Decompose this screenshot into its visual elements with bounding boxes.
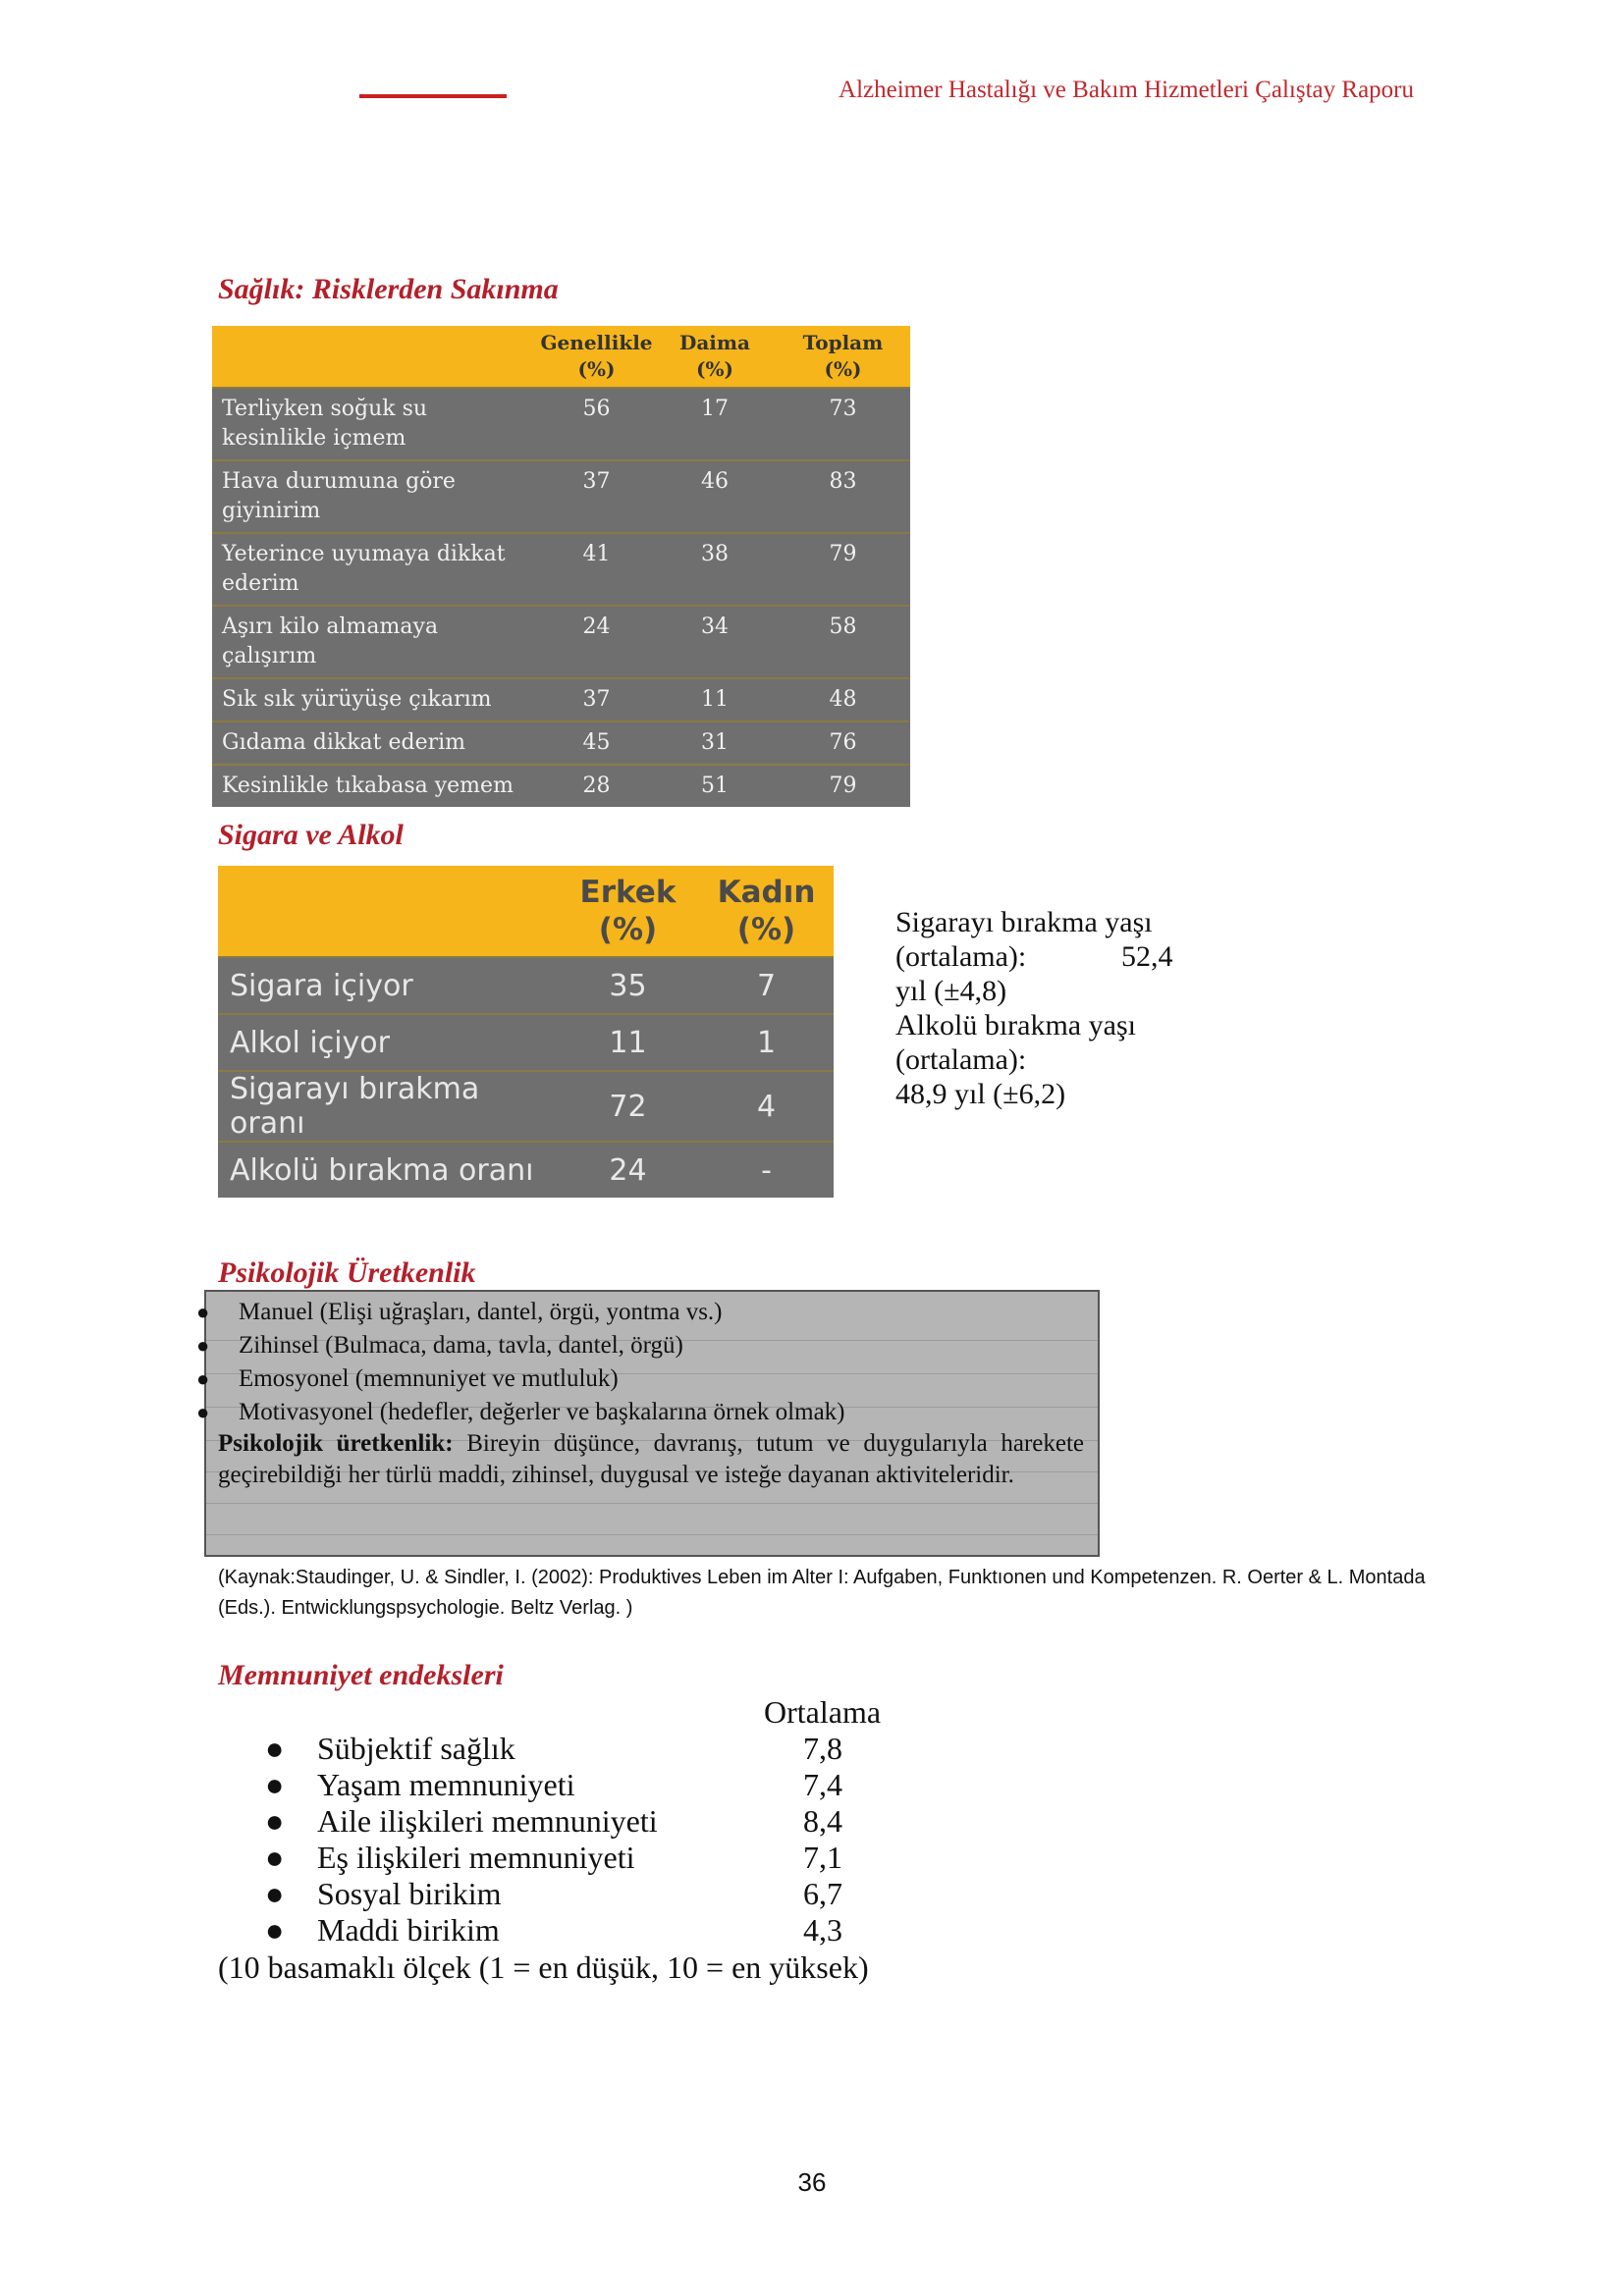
table-corner [218, 866, 557, 957]
cell-value: 41 [539, 533, 654, 606]
bullet-icon: ● [196, 1333, 210, 1358]
note-line: (ortalama): [895, 1043, 1027, 1076]
cell-value: 76 [776, 721, 910, 765]
item-value: 7,8 [803, 1731, 842, 1766]
note-line: yıl (±4,8) [895, 975, 1007, 1007]
quit-age-note [895, 905, 1190, 1111]
cell-value: 24 [539, 606, 654, 678]
cell-value: 24 [557, 1142, 699, 1198]
cell-value: 37 [539, 678, 654, 721]
bullet-icon: ● [196, 1366, 210, 1391]
table-row [218, 1071, 834, 1142]
col-header-toplam: Toplam (%) [776, 326, 910, 388]
definition-text: Bireyin düşünce, davranış, tutum ve duygularıyla harekete geçirebildiği her türlü maddi, zihinsel, duygusal ve isteğe dayanan aktiviteleridir. [218, 1430, 1085, 1488]
row-label: Kesinlikle tıkabasa yemem [212, 765, 539, 807]
header-rule [359, 94, 507, 98]
cell-value: 73 [776, 388, 910, 460]
list-item: Emosyonel (memnuniyet ve mutluluk) [239, 1365, 619, 1392]
running-header: Alzheimer Hastalığı ve Bakım Hizmetleri Çalıştay Raporu [839, 77, 1414, 103]
item-value: 8,4 [803, 1803, 842, 1839]
source-citation: (Kaynak:Staudinger, U. & Sindler, I. (2002): Produktives Leben im Alter I: Aufgaben, Funktıonen und Kompetenzen. R. Oerter & L. Montada (Eds.). Entwicklungspsychologie. Beltz Verlag. ) [218, 1567, 1426, 1619]
list-item [265, 1767, 952, 1803]
table-row [212, 533, 910, 606]
item-value: 7,4 [803, 1767, 842, 1802]
item-value: 4,3 [803, 1912, 842, 1948]
note-line: Alkolü bırakma yaşı [895, 1009, 1136, 1041]
bullet-icon: ● [265, 1912, 285, 1948]
row-label: Sık sık yürüyüşe çıkarım [212, 678, 539, 721]
health-risk-table [212, 326, 910, 807]
scale-note: (10 basamaklı ölçek (1 = en düşük, 10 = en yüksek) [218, 1949, 869, 1985]
list-item [265, 1803, 952, 1840]
row-label: Yeterince uyumaya dikkat ederim [212, 533, 539, 606]
cell-value: 79 [776, 765, 910, 807]
cell-value: 58 [776, 606, 910, 678]
item-label: Maddi birikim [317, 1912, 500, 1948]
cell-value: 83 [776, 460, 910, 533]
note-line: Sigarayı bırakma yaşı [895, 906, 1153, 938]
cell-value: 38 [654, 533, 776, 606]
item-label: Yaşam memnuniyeti [317, 1767, 575, 1802]
item-label: Eş ilişkileri memnuniyeti [317, 1840, 635, 1875]
section-title-productivity: Psikolojik Üretkenlik [218, 1256, 476, 1289]
cell-value: 72 [557, 1071, 699, 1142]
definition-term: Psikolojik üretkenlik: [218, 1430, 454, 1457]
table-row [212, 606, 910, 678]
item-value: 6,7 [803, 1876, 842, 1911]
list-item [265, 1840, 952, 1876]
list-item [265, 1876, 952, 1912]
col-header-genellikle: Genellikle (%) [539, 326, 654, 388]
row-label: Aşırı kilo almamaya çalışırım [212, 606, 539, 678]
cell-value: 4 [699, 1071, 834, 1142]
table-row [212, 460, 910, 533]
cell-value: 1 [699, 1014, 834, 1071]
note-line: (ortalama): 52,4 [895, 940, 1173, 973]
table-row [218, 1014, 834, 1071]
table-row [212, 765, 910, 807]
row-label: Terliyken soğuk su kesinlikle içmem [212, 388, 539, 460]
section-title-satisfaction: Memnuniyet endeksleri [218, 1659, 504, 1691]
bullet-icon: ● [265, 1767, 285, 1802]
cell-value: 11 [557, 1014, 699, 1071]
table-row [218, 957, 834, 1014]
item-label: Sübjektif sağlık [317, 1731, 515, 1766]
list-item [265, 1912, 952, 1949]
item-label: Aile ilişkileri memnuniyeti [317, 1803, 658, 1839]
cell-value: 7 [699, 957, 834, 1014]
cell-value: 11 [654, 678, 776, 721]
page-number: 36 [797, 2167, 827, 2197]
list-item: Zihinsel (Bulmaca, dama, tavla, dantel, örgü) [239, 1332, 683, 1359]
bullet-icon: ● [196, 1400, 210, 1424]
cell-value: 17 [654, 388, 776, 460]
smoking-alcohol-table [218, 866, 834, 1198]
definition-paragraph [218, 1428, 1084, 1491]
col-header-kadin: Kadın (%) [699, 866, 834, 957]
section-title-smoking: Sigara ve Alkol [218, 819, 404, 851]
row-label: Sigara içiyor [218, 957, 557, 1014]
bullet-icon: ● [265, 1876, 285, 1911]
list-item: Motivasyonel (hedefler, değerler ve başkalarına örnek olmak) [239, 1399, 845, 1425]
cell-value: 28 [539, 765, 654, 807]
table-row [212, 678, 910, 721]
table-corner [212, 326, 539, 388]
cell-value: 45 [539, 721, 654, 765]
col-header-daima: Daima (%) [654, 326, 776, 388]
cell-value: 51 [654, 765, 776, 807]
section-title-health: Sağlık: Risklerden Sakınma [218, 273, 559, 305]
item-value: 7,1 [803, 1840, 842, 1875]
list-item: Manuel (Elişi uğraşları, dantel, örgü, yontma vs.) [239, 1299, 723, 1325]
table-row [212, 388, 910, 460]
cell-value: 34 [654, 606, 776, 678]
note-value: 52,4 [1121, 940, 1173, 973]
item-label: Sosyal birikim [317, 1876, 502, 1911]
row-label: Sigarayı bırakma oranı [218, 1071, 557, 1142]
row-label: Alkol içiyor [218, 1014, 557, 1071]
cell-value: 79 [776, 533, 910, 606]
bullet-icon: ● [196, 1300, 210, 1324]
table-row [218, 1142, 834, 1198]
cell-value: 48 [776, 678, 910, 721]
cell-value: 56 [539, 388, 654, 460]
row-label: Hava durumuna göre giyinirim [212, 460, 539, 533]
bullet-icon: ● [265, 1840, 285, 1875]
col-header-erkek: Erkek (%) [557, 866, 699, 957]
cell-value: 31 [654, 721, 776, 765]
bullet-icon: ● [265, 1731, 285, 1766]
bullet-icon: ● [265, 1803, 285, 1839]
divider [206, 1502, 1098, 1535]
cell-value: 46 [654, 460, 776, 533]
list-item [265, 1731, 952, 1767]
note-line: 48,9 yıl (±6,2) [895, 1078, 1066, 1110]
row-label: Gıdama dikkat ederim [212, 721, 539, 765]
cell-value: 37 [539, 460, 654, 533]
row-label: Alkolü bırakma oranı [218, 1142, 557, 1198]
cell-value: 35 [557, 957, 699, 1014]
column-header-average: Ortalama [764, 1694, 882, 1730]
cell-value: - [699, 1142, 834, 1198]
table-row [212, 721, 910, 765]
